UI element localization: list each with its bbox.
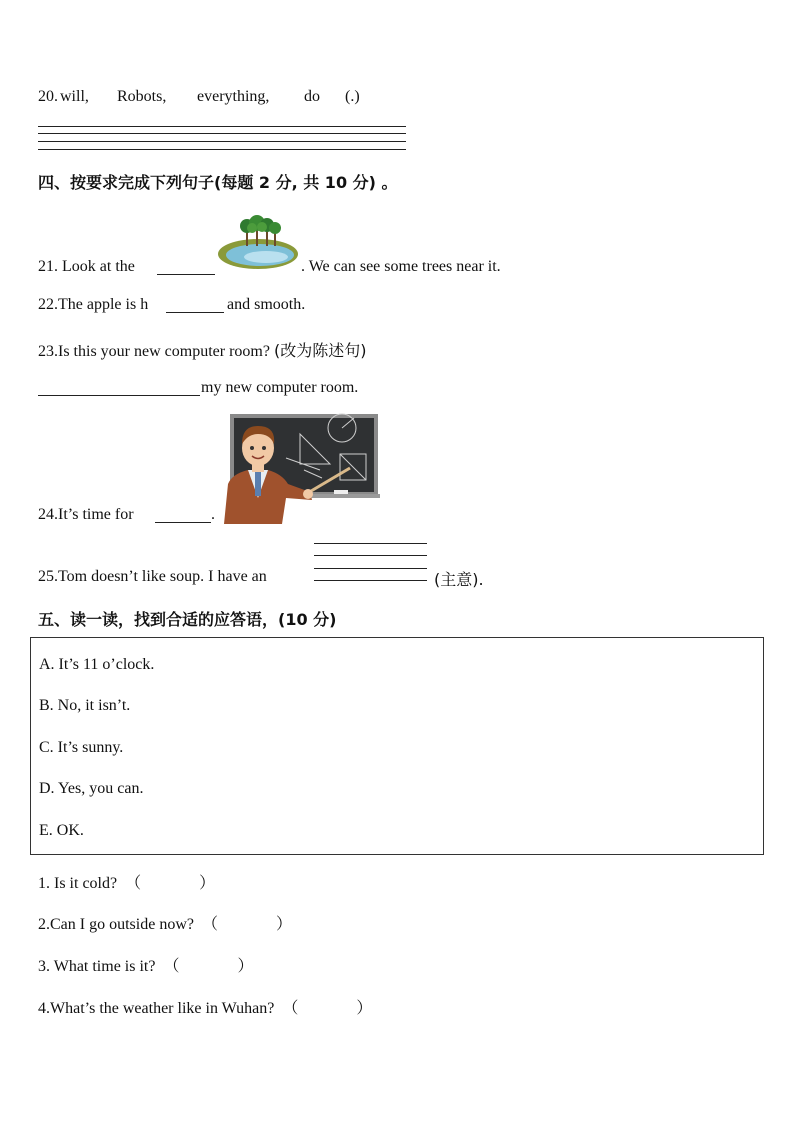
q23-blank[interactable] [38, 381, 200, 396]
match-question-3 [38, 953, 254, 976]
q20-word-2: Robots, [117, 88, 167, 105]
match-question-3-text: 3. What time is it? [38, 958, 156, 975]
q22-blank[interactable] [166, 298, 224, 313]
match-answer-3[interactable] [163, 953, 253, 976]
match-question-2 [38, 911, 292, 934]
q23-text: 23.Is this your new computer room? [38, 343, 274, 360]
q25-prefix: 25.Tom doesn’t like soup. I have an [38, 568, 267, 585]
q20-word-3: everything, [197, 88, 270, 105]
match-answer-4[interactable] [282, 995, 372, 1018]
q24-suffix: . [211, 506, 215, 523]
q25-suffix: (主意). [434, 570, 484, 589]
match-question-1 [38, 870, 215, 893]
q23-answer-suffix: my new computer room. [201, 379, 359, 396]
option-d: D. Yes, you can. [39, 780, 144, 797]
q20-number: 20. [38, 88, 58, 105]
option-b: B. No, it isn’t. [39, 697, 131, 714]
section4-heading: 四、按要求完成下列句子(每题 2 分, 共 10 分) 。 [38, 173, 398, 192]
option-a: A. It’s 11 o’clock. [39, 656, 155, 673]
match-question-1-text: 1. Is it cold? [38, 875, 118, 892]
answer-2-close: ） [276, 914, 293, 933]
match-answer-1[interactable] [125, 870, 215, 893]
q23-instruction: (改为陈述句) [273, 341, 367, 360]
match-answer-2[interactable] [202, 911, 292, 934]
teacher-at-blackboard-image [222, 412, 380, 524]
q20-word-4: do [304, 88, 320, 105]
option-e: E. OK. [39, 822, 84, 839]
answer-4-open: （ [282, 998, 299, 1017]
pond-with-trees-image [216, 214, 300, 272]
answer-3-open: （ [163, 956, 180, 975]
q24-blank[interactable] [155, 508, 211, 523]
option-c: C. It’s sunny. [39, 739, 124, 756]
q21-suffix: . We can see some trees near it. [301, 258, 501, 275]
q21-blank[interactable] [157, 260, 215, 275]
match-question-2-text: 2.Can I go outside now? [38, 916, 194, 933]
q20-word-5: (.) [345, 88, 360, 105]
q22-prefix: 22.The apple is h [38, 296, 149, 313]
answer-4-close: ） [356, 998, 373, 1017]
match-question-4 [38, 995, 372, 1018]
options-box [30, 637, 764, 855]
match-question-4-text: 4.What’s the weather like in Wuhan? [38, 1000, 275, 1017]
q22-suffix: and smooth. [227, 296, 306, 313]
q24-prefix: 24.It’s time for [38, 506, 134, 523]
q20-word-1: will, [60, 88, 89, 105]
answer-1-open: （ [125, 873, 142, 892]
section5-heading: 五、读一读，找到合适的应答语，(10 分) [38, 610, 337, 629]
answer-1-close: ） [199, 873, 216, 892]
q21-prefix: 21. Look at the [38, 258, 135, 275]
answer-2-open: （ [201, 914, 218, 933]
q23-question [38, 338, 366, 361]
answer-3-close: ） [237, 956, 254, 975]
